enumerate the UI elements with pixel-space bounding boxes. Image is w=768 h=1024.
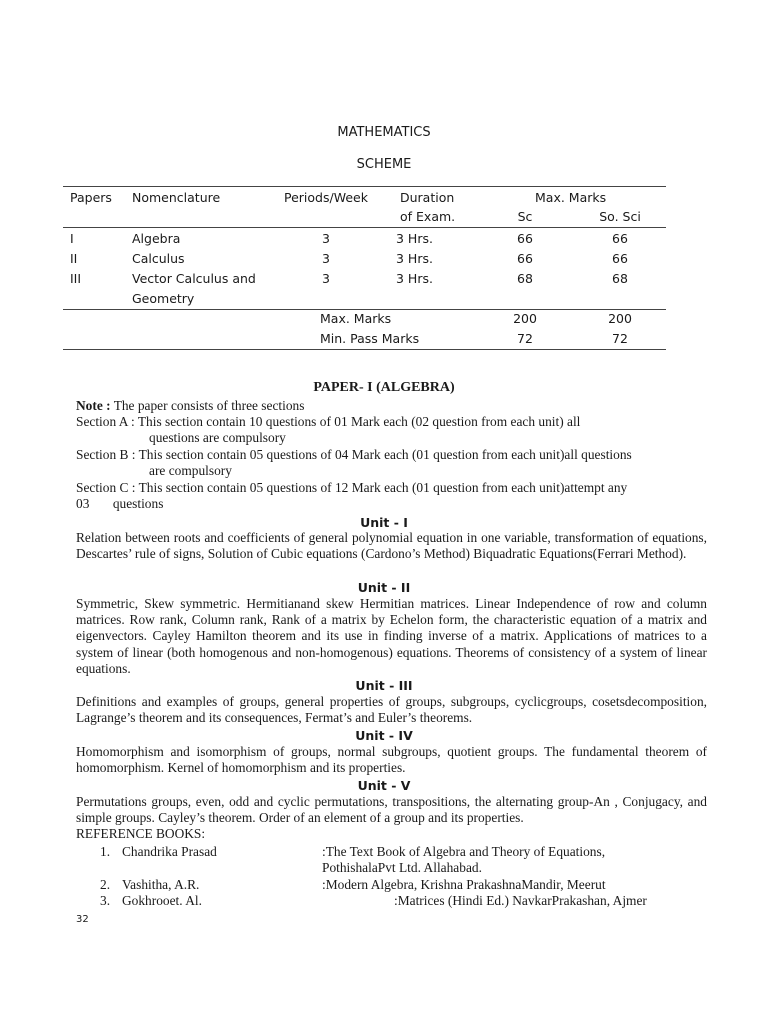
cell-name: Calculus [132,251,185,266]
unit-text: Relation between roots and coefficients of general polynomial equation in one variable, transformation of equations, Descartes’ rule of signs, Solution of Cubic equations (Cardono’s Method) Biquadratic Equations(Ferrari Method). [76,530,707,562]
cell-duration: 3 Hrs. [396,251,433,266]
header-sc: Sc [517,209,533,224]
cell-paper: III [70,271,82,286]
header-papers: Papers [70,190,112,205]
unit-title: Unit - V [357,778,411,793]
section-a-line: Section A : This section contain 10 questions of 01 Mark each (02 question from each unit) all [76,414,581,429]
cell-sosci: 68 [612,271,628,286]
cell-sosci: 66 [612,231,628,246]
cell-name: Algebra [132,231,181,246]
unit-text: Homomorphism and isomorphism of groups, normal subgroups, quotient groups. The fundamental theorem of homomorphism. Kernel of homomorphism and its properties. [76,744,707,776]
cell-periods: 3 [322,251,330,266]
section-c-cont: 03 questions [76,496,164,511]
cell-sc: 200 [513,311,537,326]
cell-sc: 68 [517,271,533,286]
cell-duration: 3 Hrs. [396,271,433,286]
header-nomenclature: Nomenclature [132,190,221,205]
ref-author: Vashitha, A.R. [122,877,200,892]
unit-title: Unit - II [357,580,411,595]
paper-title: PAPER- I (ALGEBRA) [313,380,455,395]
cell-periods: 3 [322,271,330,286]
ref-book: :The Text Book of Algebra and Theory of Equations, [322,844,606,859]
ref-num: 2. [100,877,111,892]
note-label: Note : [76,398,111,413]
ref-num: 1. [100,844,111,859]
header-duration-2: of Exam. [400,209,456,224]
header-periods: Periods/Week [284,190,368,205]
table-bottom-rule [63,349,666,350]
page-title: MATHEMATICS [337,125,431,140]
unit-title: Unit - III [355,678,413,693]
cell-sc: 72 [517,331,533,346]
unit-text: Symmetric, Skew symmetric. Hermitianand skew Hermitian matrices. Linear Independence of row and column matrices. Row rank, Column rank, Rank of a matrix by Echelon form, the characteristic equation of a matrix and eigenvectors. Cayley Hamilton theorem and its use in finding inverse of a matrix. Applications of matrices to a system of linear (both homogenous and non-homogenous) equations. Theorems of consistency of a system of linear equations. [76,596,707,676]
cell-duration: 3 Hrs. [396,231,433,246]
header-duration: Duration [400,190,455,205]
ref-author: Chandrika Prasad [122,844,217,859]
note-text: The paper consists of three sections [113,398,305,413]
table-header-rule [63,227,666,228]
cell-sosci: 200 [608,311,632,326]
ref-author: Gokhrooet. Al. [122,893,202,908]
cell-name: Vector Calculus and [132,271,256,286]
unit-text: Permutations groups, even, odd and cyclic permutations, transpositions, the alternating group-An , Conjugacy, and simple groups. Cayley’s theorem. Order of an element of a group and its properties. [76,794,707,826]
unit-title: Unit - I [360,515,408,530]
cell-periods: 3 [322,231,330,246]
page-number: 32 [76,914,89,925]
header-sosci: So. Sci [599,209,641,224]
cell-paper: II [70,251,78,266]
table-top-rule [63,186,666,187]
cell-total-label: Max. Marks [320,311,392,326]
section-a-cont: questions are compulsory [149,430,286,445]
cell-sosci: 66 [612,251,628,266]
section-b-cont: are compulsory [149,463,232,478]
cell-sc: 66 [517,231,533,246]
note-line [76,398,304,414]
scheme-subtitle: SCHEME [356,157,412,172]
section-b-line: Section B : This section contain 05 questions of 04 Mark each (01 question from each unit)all questions [76,447,632,462]
ref-book: :Modern Algebra, Krishna PrakashnaMandir, Meerut [322,877,606,892]
references-title: REFERENCE BOOKS: [76,826,206,841]
ref-book: :Matrices (Hindi Ed.) NavkarPrakashan, Ajmer [394,893,647,908]
unit-title: Unit - IV [355,728,413,743]
cell-sosci: 72 [612,331,628,346]
ref-num: 3. [100,893,111,908]
cell-total-label: Min. Pass Marks [320,331,420,346]
cell-name-cont: Geometry [132,291,195,306]
table-rows-rule [63,309,666,310]
header-max-marks: Max. Marks [535,190,607,205]
ref-book-cont: PothishalaPvt Ltd. Allahabad. [322,860,482,875]
section-c-line: Section C : This section contain 05 questions of 12 Mark each (01 question from each unit)attempt any [76,480,628,495]
cell-paper: I [70,231,74,246]
cell-sc: 66 [517,251,533,266]
unit-text: Definitions and examples of groups, general properties of groups, subgroups, cyclicgroups, cosetsdecomposition, Lagrange’s theorem and its consequences, Fermat’s and Euler’s theorems. [76,694,707,726]
